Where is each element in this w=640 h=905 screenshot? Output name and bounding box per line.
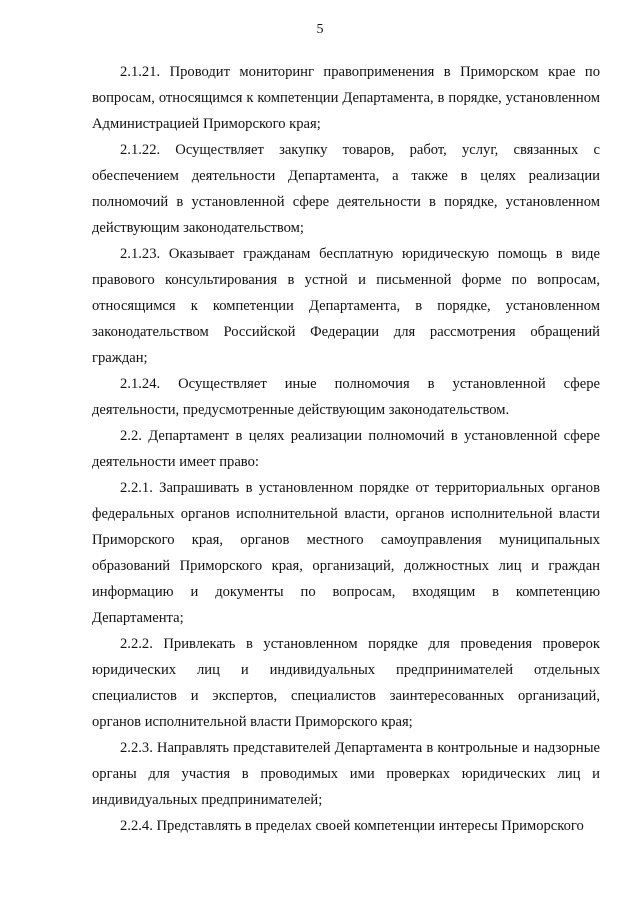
- paragraph-2-2-2: 2.2.2. Привлекать в установленном порядке для проведения проверок юридических лиц и индивидуальных предпринимателей отдельных специалистов и экспертов, специалистов заинтересованных организаций, органов исполнительной власти Приморского края;: [92, 636, 600, 730]
- paragraph-2-2-3: 2.2.3. Направлять представителей Департамента в контрольные и надзорные органы для участия в проводимых ими проверках юридических лиц и индивидуальных предпринимателей;: [92, 740, 600, 808]
- paragraph-2-2-4: 2.2.4. Представлять в пределах своей компетенции интересы Приморского: [120, 818, 584, 834]
- paragraph-2-1-21: 2.1.21. Проводит мониторинг правоприменения в Приморском крае по вопросам, относящимся к компетенции Департамента, в порядке, установленном Администрацией Приморского края;: [92, 64, 600, 132]
- paragraph-2-1-23: 2.1.23. Оказывает гражданам бесплатную юридическую помощь в виде правового консультирования в устной и письменной форме по вопросам, относящимся к компетенции Департамента, в порядке, установленном законодательством Российской Федерации для рассмотрения обращений граждан;: [92, 246, 600, 366]
- document-body: [92, 59, 600, 839]
- paragraph-2-1-22: 2.1.22. Осуществляет закупку товаров, работ, услуг, связанных с обеспечением деятельности Департамента, а также в целях реализации полномочий в установленной сфере деятельности в порядке, установленном действующим законодательством;: [92, 142, 600, 236]
- paragraph-2-2-1: 2.2.1. Запрашивать в установленном порядке от территориальных органов федеральных органов исполнительной власти, органов исполнительной власти Приморского края, органов местного самоуправления муниципальных образований Приморского края, организаций, должностных лиц и граждан информацию и документы по вопросам, входящим в компетенцию Департамента;: [92, 480, 600, 626]
- page-number: 5: [316, 22, 324, 37]
- paragraph-2-1-24: 2.1.24. Осуществляет иные полномочия в установленной сфере деятельности, предусмотренные действующим законодательством.: [92, 376, 600, 418]
- paragraph-2-2: 2.2. Департамент в целях реализации полномочий в установленной сфере деятельности имеет право:: [92, 428, 600, 470]
